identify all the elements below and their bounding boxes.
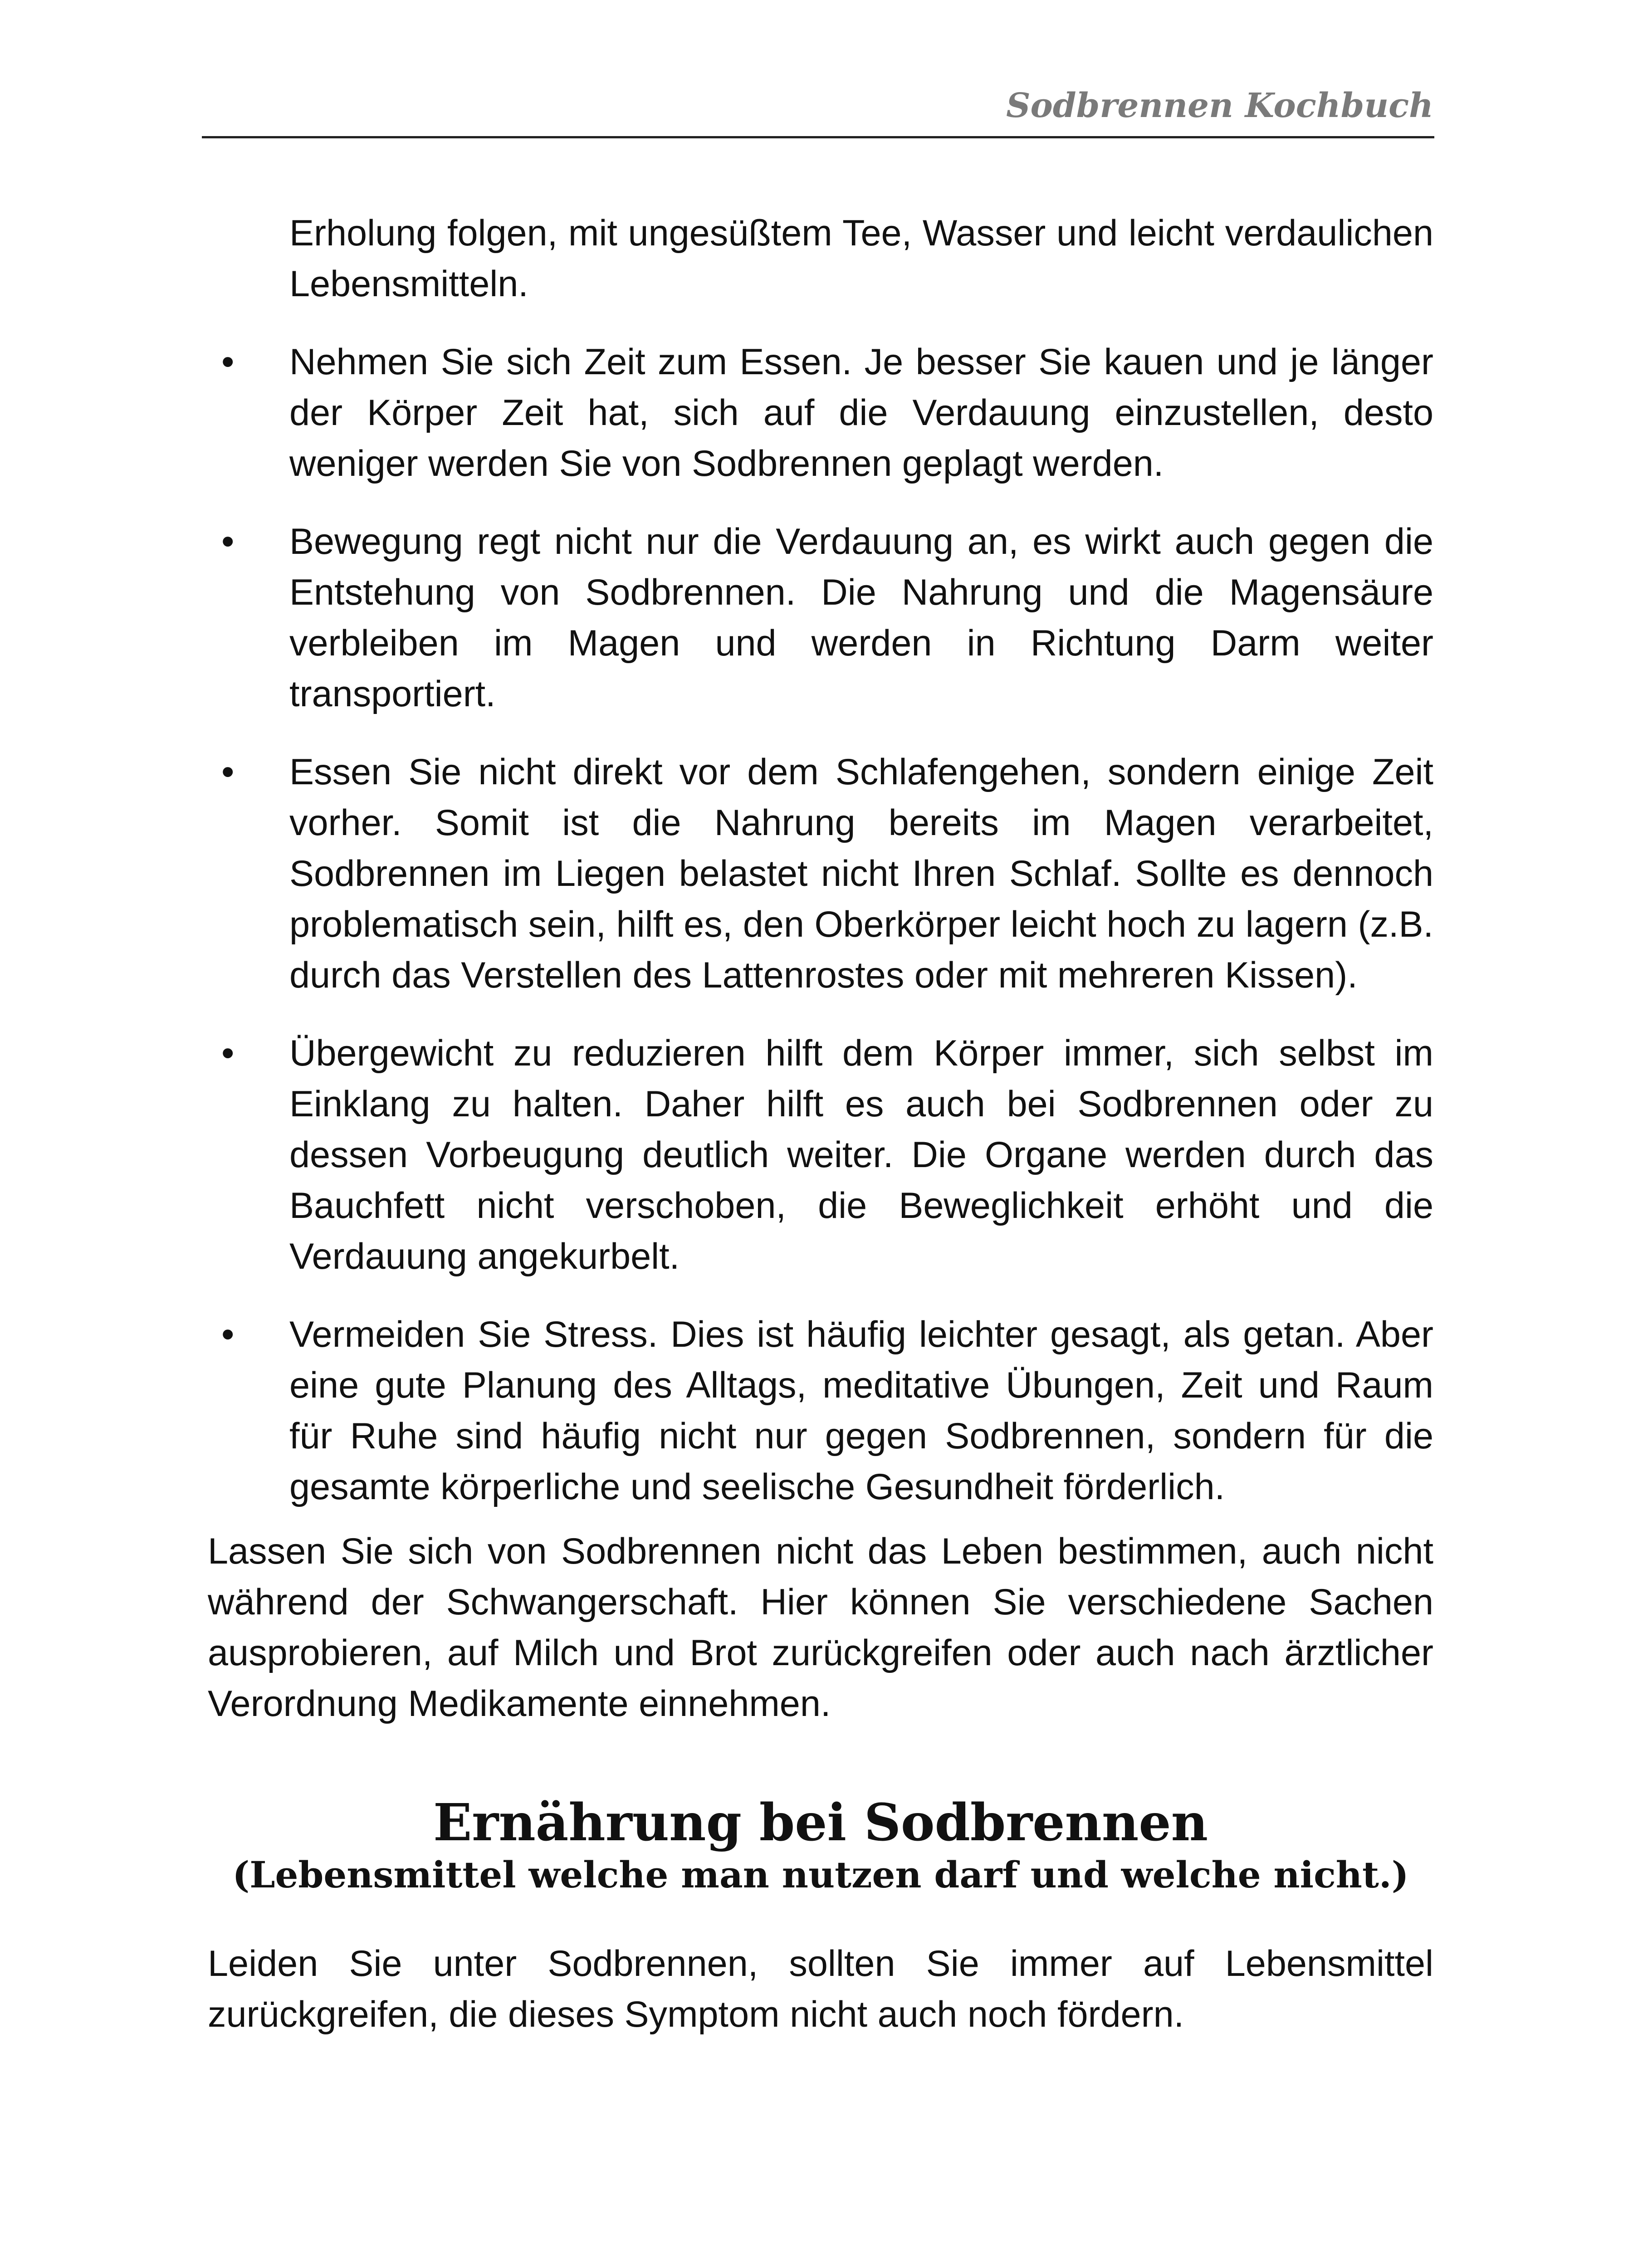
- bullet-text: Übergewicht zu reduzieren hilft dem Körper immer, sich selbst im Einklang zu halten. Daher hilft es auch bei Sodbrennen oder zu dessen Vorbeugung deutlich weiter. Die Organe werden durch das Bauchfett nicht verschoben, die Beweglichkeit erhöht und die Verdauung angekurbelt.: [289, 1033, 1433, 1277]
- section-intro-paragraph: Leiden Sie unter Sodbrennen, sollten Sie immer auf Lebensmittel zurückgreifen, die dieses Symptom nicht auch noch fördern.: [208, 1943, 1433, 2035]
- bullet-item-1: [208, 337, 1433, 489]
- bullet-item-4: [208, 1028, 1433, 1282]
- section-subheading: (Lebensmittel welche man nutzen darf und welche nicht.): [232, 1853, 1409, 1896]
- bullet-item-3: [208, 747, 1433, 1001]
- bullet-icon: •: [221, 521, 235, 562]
- tips-bullet-list: [208, 337, 1433, 1512]
- closing-paragraph: Lassen Sie sich von Sodbrennen nicht das Leben bestimmen, auch nicht während der Schwangerschaft. Hier können Sie verschiedene Sachen ausprobieren, auf Milch und Brot zurückgreifen oder auch nach ärztlicher Verordnung Medikamente einnehmen.: [208, 1531, 1433, 1724]
- bullet-text: Bewegung regt nicht nur die Verdauung an, es wirkt auch gegen die Entstehung von Sodbrennen. Die Nahrung und die Magensäure verbleiben im Magen und werden in Richtung Darm weiter transportiert.: [289, 521, 1433, 714]
- bullet-item-2: [208, 516, 1433, 719]
- header-rule: [202, 136, 1434, 138]
- bullet-icon: •: [221, 1314, 235, 1355]
- bullet-item-5: [208, 1309, 1433, 1512]
- bullet-text: Vermeiden Sie Stress. Dies ist häufig leichter gesagt, als getan. Aber eine gute Planung des Alltags, meditative Übungen, Zeit und Raum für Ruhe sind häufig nicht nur gegen Sodbrennen, sondern für die gesamte körperliche und seelische Gesundheit förderlich.: [289, 1314, 1433, 1507]
- running-header-title: Sodbrennen Kochbuch: [1006, 86, 1433, 125]
- page-body: [208, 208, 1433, 2040]
- bullet-text: Essen Sie nicht direkt vor dem Schlafengehen, sondern einige Zeit vorher. Somit ist die Nahrung bereits im Magen verarbeitet, Sodbrennen im Liegen belastet nicht Ihren Schlaf. Sollte es dennoch problematisch sein, hilft es, den Oberkörper leicht hoch zu lagern (z.B. durch das Verstellen des Lattenrostes oder mit mehreren Kissen).: [289, 752, 1433, 996]
- bullet-icon: •: [221, 752, 235, 792]
- bullet-icon: •: [221, 1033, 235, 1074]
- bullet-text: Nehmen Sie sich Zeit zum Essen. Je besser Sie kauen und je länger der Körper Zeit hat, sich auf die Verdauung einzustellen, desto weniger werden Sie von Sodbrennen geplagt werden.: [289, 342, 1433, 484]
- section-heading: Ernährung bei Sodbrennen: [433, 1793, 1208, 1853]
- bullet-icon: •: [221, 342, 235, 382]
- continued-paragraph: Erholung folgen, mit ungesüßtem Tee, Wasser und leicht verdaulichen Lebensmitteln.: [289, 213, 1433, 304]
